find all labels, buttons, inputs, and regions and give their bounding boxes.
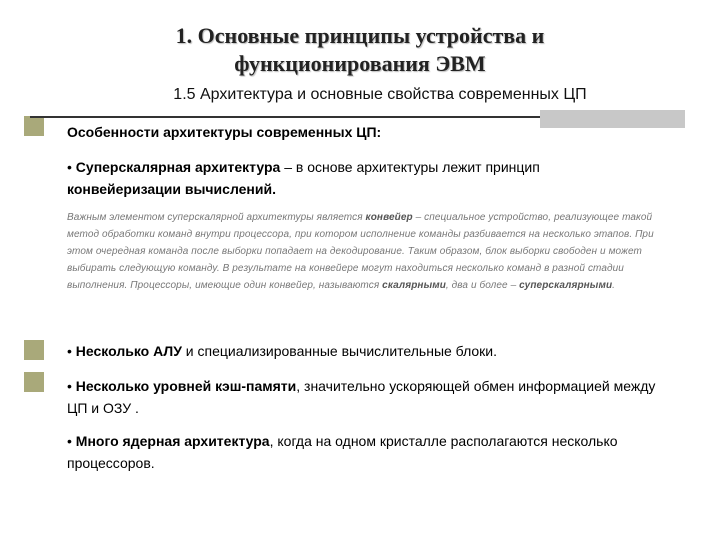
bullet-alu — [67, 343, 667, 359]
bullet-text: , когда на одном кристалле располагаются несколько процессоров. — [67, 433, 618, 471]
bullet-marker: • — [67, 433, 76, 449]
section-heading: Особенности архитектуры современных ЦП: — [67, 124, 382, 140]
bullet-bold: Несколько АЛУ — [75, 343, 182, 359]
bullet-bold: Суперскалярная архитектура — [75, 159, 281, 175]
bullet-cache — [67, 375, 667, 419]
bullet-text: , значительно ускоряющей обмен информацией между ЦП и ОЗУ . — [67, 378, 656, 416]
note-text: Важным элементом суперскалярной архитектуры является — [67, 212, 366, 223]
left-decor-band — [0, 0, 30, 540]
note-term: суперскалярными — [519, 280, 613, 291]
slide-title-line2: функционирования ЭВМ — [234, 51, 486, 76]
bullet-text: и специализированные вычислительные блоки. — [181, 343, 498, 359]
bullet-marker: • — [67, 378, 76, 394]
note-text: , два и более – — [445, 280, 520, 291]
note-text: – специальное устройство, реализующее такой метод обработки команд внутри процессора, при котором исполнение команды разбивается на несколько этапов. При этом очередная команда после выборки попадает на декодирование. Таким образом, блок выборки свободен и может выбирать следующую команду. В результате на конвейере могут находиться несколько команд в разной стадии выполнения. Процессоры, имеющие один конвейер, называются — [67, 212, 654, 291]
note-term: конвейер — [365, 212, 413, 223]
slide-subtitle: 1.5 Архитектура и основные свойства современных ЦП — [173, 86, 587, 103]
bullet-superscalar — [67, 156, 667, 200]
pipeline-note — [67, 209, 667, 294]
bullet-bold: Несколько уровней кэш-памяти — [75, 378, 297, 394]
slide-title-line1: 1. Основные принципы устройства и — [175, 23, 545, 48]
bullet-multicore — [67, 430, 667, 474]
bullet-marker: • — [67, 343, 76, 359]
note-term: скалярными — [382, 280, 446, 291]
bullet-marker: • — [67, 159, 76, 175]
divider-rule — [30, 116, 540, 118]
bullet-bold: Много ядерная архитектура — [75, 433, 270, 449]
decor-square — [24, 372, 44, 392]
decor-square — [24, 340, 44, 360]
bullet-bold: конвейеризации вычислений. — [67, 181, 276, 197]
decor-square — [24, 116, 44, 136]
bullet-text: – в основе архитектуры лежит принцип — [280, 159, 540, 175]
note-text: . — [612, 280, 616, 291]
